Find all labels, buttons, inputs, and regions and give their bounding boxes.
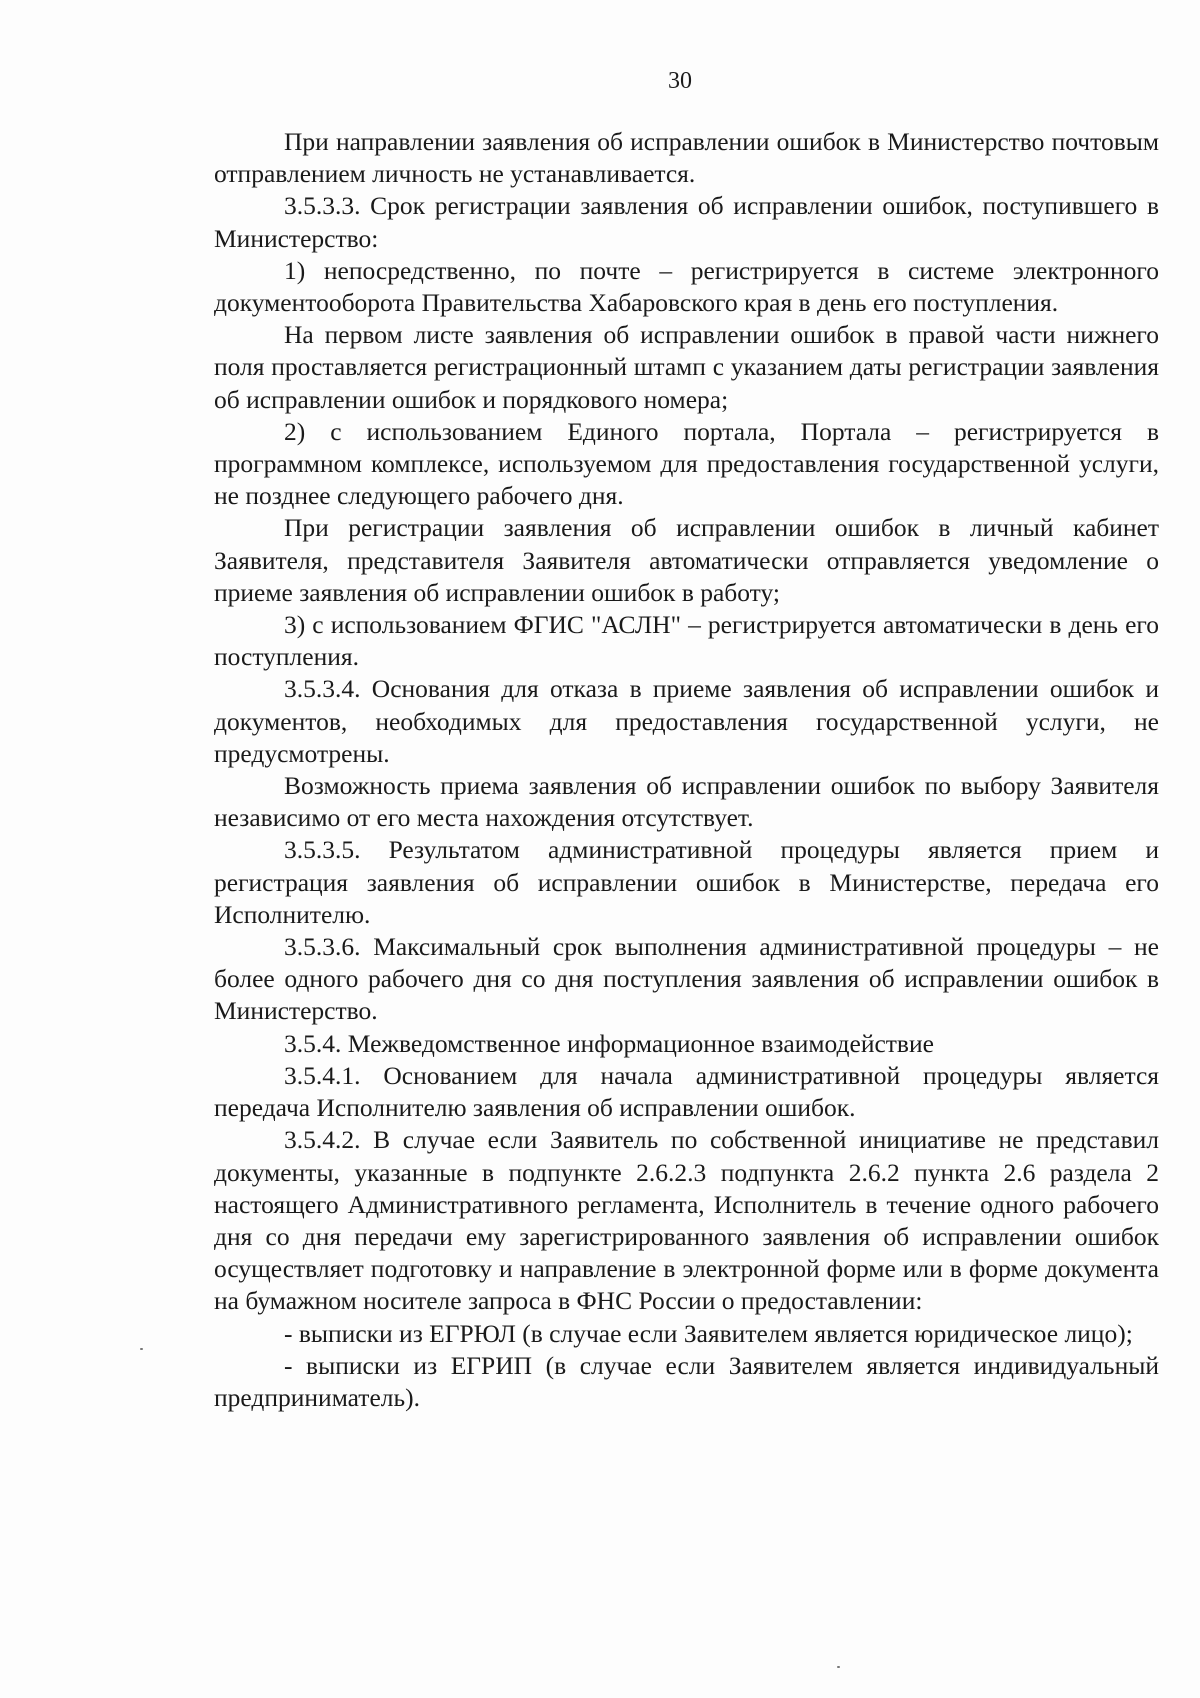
page-number: 30 (668, 68, 692, 94)
paragraph: 3.5.3.3. Срок регистрации заявления об исправлении ошибок, поступившего в Министерство: (214, 191, 1159, 253)
paragraph: 3) с использованием ФГИС "АСЛН" – регистрируется автоматически в день его поступления. (214, 610, 1159, 672)
paragraph: 3.5.4.2. В случае если Заявитель по собственной инициативе не представил документы, указанные в подпункте 2.6.2.3 подпункта 2.6.2 пункта 2.6 раздела 2 настоящего Административного регламента, Исполнитель в течение одного рабочего дня со дня передачи ему зарегистрированного заявления об исправлении ошибок осуществляет подготовку и направление в электронной форме или в форме документа на бумажном носителе запроса в ФНС России о предоставлении: (214, 1125, 1159, 1316)
paragraph: Возможность приема заявления об исправлении ошибок по выбору Заявителя независимо от его места нахождения отсутствует. (214, 771, 1159, 833)
paragraph: 3.5.3.5. Результатом административной процедуры является прием и регистрация заявления об исправлении ошибок в Министерстве, передача его Исполнителю. (214, 835, 1159, 929)
paragraph: 3.5.3.6. Максимальный срок выполнения административной процедуры – не более одного рабочего дня со дня поступления заявления об исправлении ошибок в Министерство. (214, 932, 1159, 1026)
paragraph: 1) непосредственно, по почте – регистрируется в системе электронного документооборота Правительства Хабаровского края в день его поступления. (214, 255, 1159, 318)
paragraph: При регистрации заявления об исправлении ошибок в личный кабинет Заявителя, представителя Заявителя автоматически отправляется уведомление о приеме заявления об исправлении ошибок в работу; (214, 513, 1159, 607)
paragraph: - выписки из ЕГРИП (в случае если Заявителем является индивидуальный предприниматель). (214, 1350, 1159, 1412)
document-body (214, 126, 1159, 1414)
paragraph: 3.5.3.4. Основания для отказа в приеме заявления об исправлении ошибок и документов, необходимых для предоставления государственной услуги, не предусмотрены. (214, 674, 1159, 768)
scan-speck (140, 1348, 143, 1350)
paragraph: При направлении заявления об исправлении ошибок в Министерство почтовым отправлением личность не устанавливается. (214, 127, 1159, 189)
paragraph: 2) с использованием Единого портала, Портала – регистрируется в программном комплексе, используемом для предоставления государственной услуги, не позднее следующего рабочего дня. (214, 416, 1159, 511)
paragraph: 3.5.4.1. Основанием для начала административной процедуры является передача Исполнителю заявления об исправлении ошибок. (214, 1060, 1159, 1123)
paragraph: - выписки из ЕГРЮЛ (в случае если Заявителем является юридическое лицо); (284, 1318, 1133, 1348)
paragraph: На первом листе заявления об исправлении ошибок в правой части нижнего поля проставляется регистрационный штамп с указанием даты регистрации заявления об исправлении ошибок и порядкового номера; (214, 320, 1159, 414)
paragraph: 3.5.4. Межведомственное информационное взаимодействие (284, 1028, 934, 1058)
scan-speck (837, 1666, 840, 1668)
